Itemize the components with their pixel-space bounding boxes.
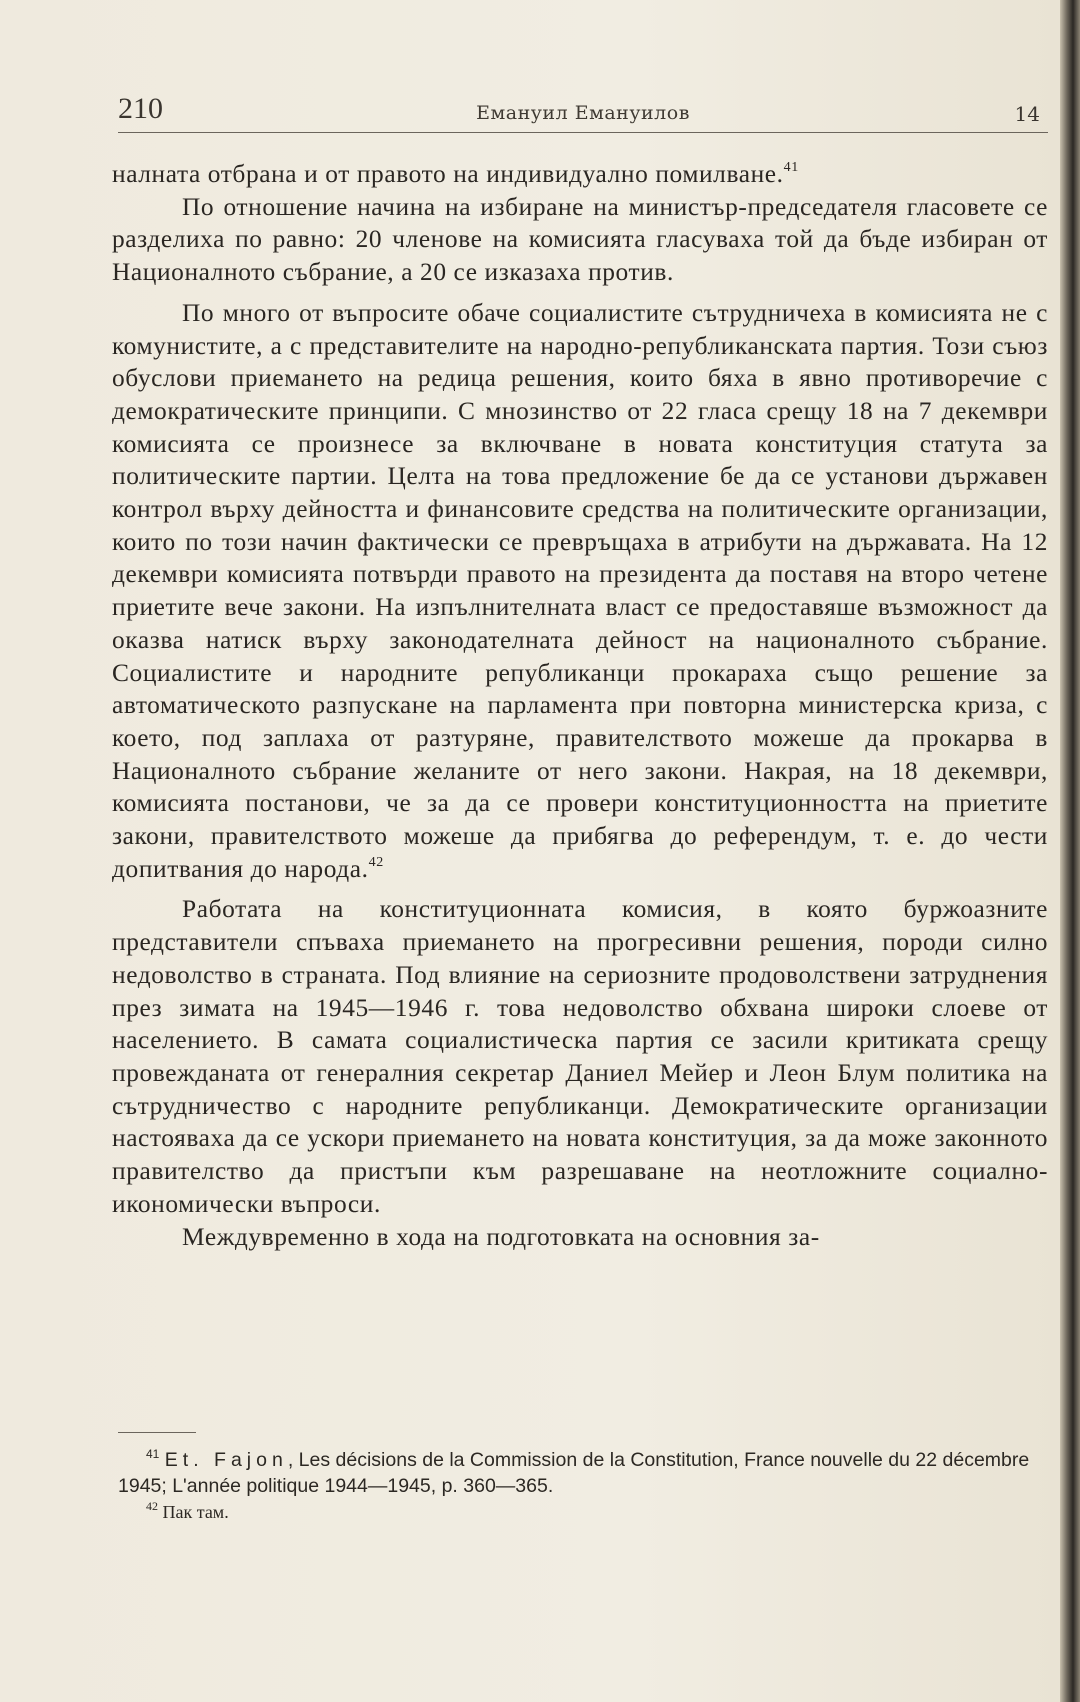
paragraph: По отношение начина на избиране на министър-председателя гласовете се разделиха по равно: 20 членове на комисията гласуваха той да бъде избиран от Националното събрание, а 20 се изказаха против. [112,192,1048,287]
book-spine-shadow [1060,0,1080,1702]
page-number: 210 [118,92,163,125]
footnote-author: Et. Fajon [164,1449,288,1471]
footnote-mark: 41 [146,1447,160,1461]
paragraph: Работата на конституционната комисия, в която буржоазните представители спъваха приемането на прогресивни решения, породи силно недоволство в страната. Под влияние на сериозните продоволствени затруднения през зимата на 1945—1946 г. това недоволство обхвана широки слоеве от населението. В самата социалистическа партия се засили критиката срещу провежданата от генералния секретар Даниел Мейер и Леон Блум политика на сътрудничество с народните републиканци. Демократическите организации настояваха да се ускори приемането на новата конституция, за да може законното правителство да пристъпи към разрешаване на неотложните социално-икономически въпроси. [112,895,1048,1218]
signature-mark: 14 [1014,102,1040,126]
footnotes [118,1447,1048,1525]
running-title: Емануил Емануилов [476,102,690,124]
footnote-mark: 42 [146,1499,158,1513]
paragraph-continued [112,158,1048,191]
footnote-42 [118,1499,1048,1525]
paragraph: Междувременно в хода на подготовката на основния за- [182,1222,820,1251]
footnote-text: Пак там. [162,1502,229,1522]
footnote-41 [118,1447,1048,1499]
footnote-text: , Les décisions de la Commission de la Constitution, France nouvelle du 22 décembre 1945; L'année politique 1944—1945, p. 360—365. [118,1449,1030,1497]
running-header [118,92,1048,133]
footnote-ref[interactable]: 41 [783,160,799,175]
paragraph-text: По много от въпросите обаче социалистите сътрудничеха в комисията не с комунистите, а с представителите на народно-републиканската партия. Този съюз обуслови приемането на редица решения, които бяха в явно противоречие с демократическите принципи. С мнозинство от 22 гласа срещу 18 на 7 декември комисията се произнесе за включване в новата конституция статута за политическите партии. Целта на това предложение бе да се установи държавен контрол върху дейността и финансовите средства на политическите организации, които по този начин фактически се превръщаха в атрибути на държавата. На 12 декември комисията потвърди правото на президента да поставя на второ четене приетите вече закони. На изпълнителната власт се предоставяше възможност да оказва натиск върху законодателната дейност на националното събрание. Социалистите и народните републиканци прокараха също решение за автоматическото разпускане на парламента при повторна министерска криза, с което, под заплаха от разтуряне, правителството можеше да прокарва в Националното събрание желаните от него закони. Накрая, на 18 декември, комисията постанови, че за да се провери конституционността на приетите закони, правителството можеше да прибягва до референдум, т. е. до чести допитвания до народа. [112,298,1048,883]
footnote-rule [118,1432,196,1433]
paragraph [112,297,1048,886]
footnote-ref[interactable]: 42 [368,854,384,870]
paragraph-text: налната отбрана и от правото на индивидуално помилване. [112,160,784,188]
main-text [112,158,1048,1253]
